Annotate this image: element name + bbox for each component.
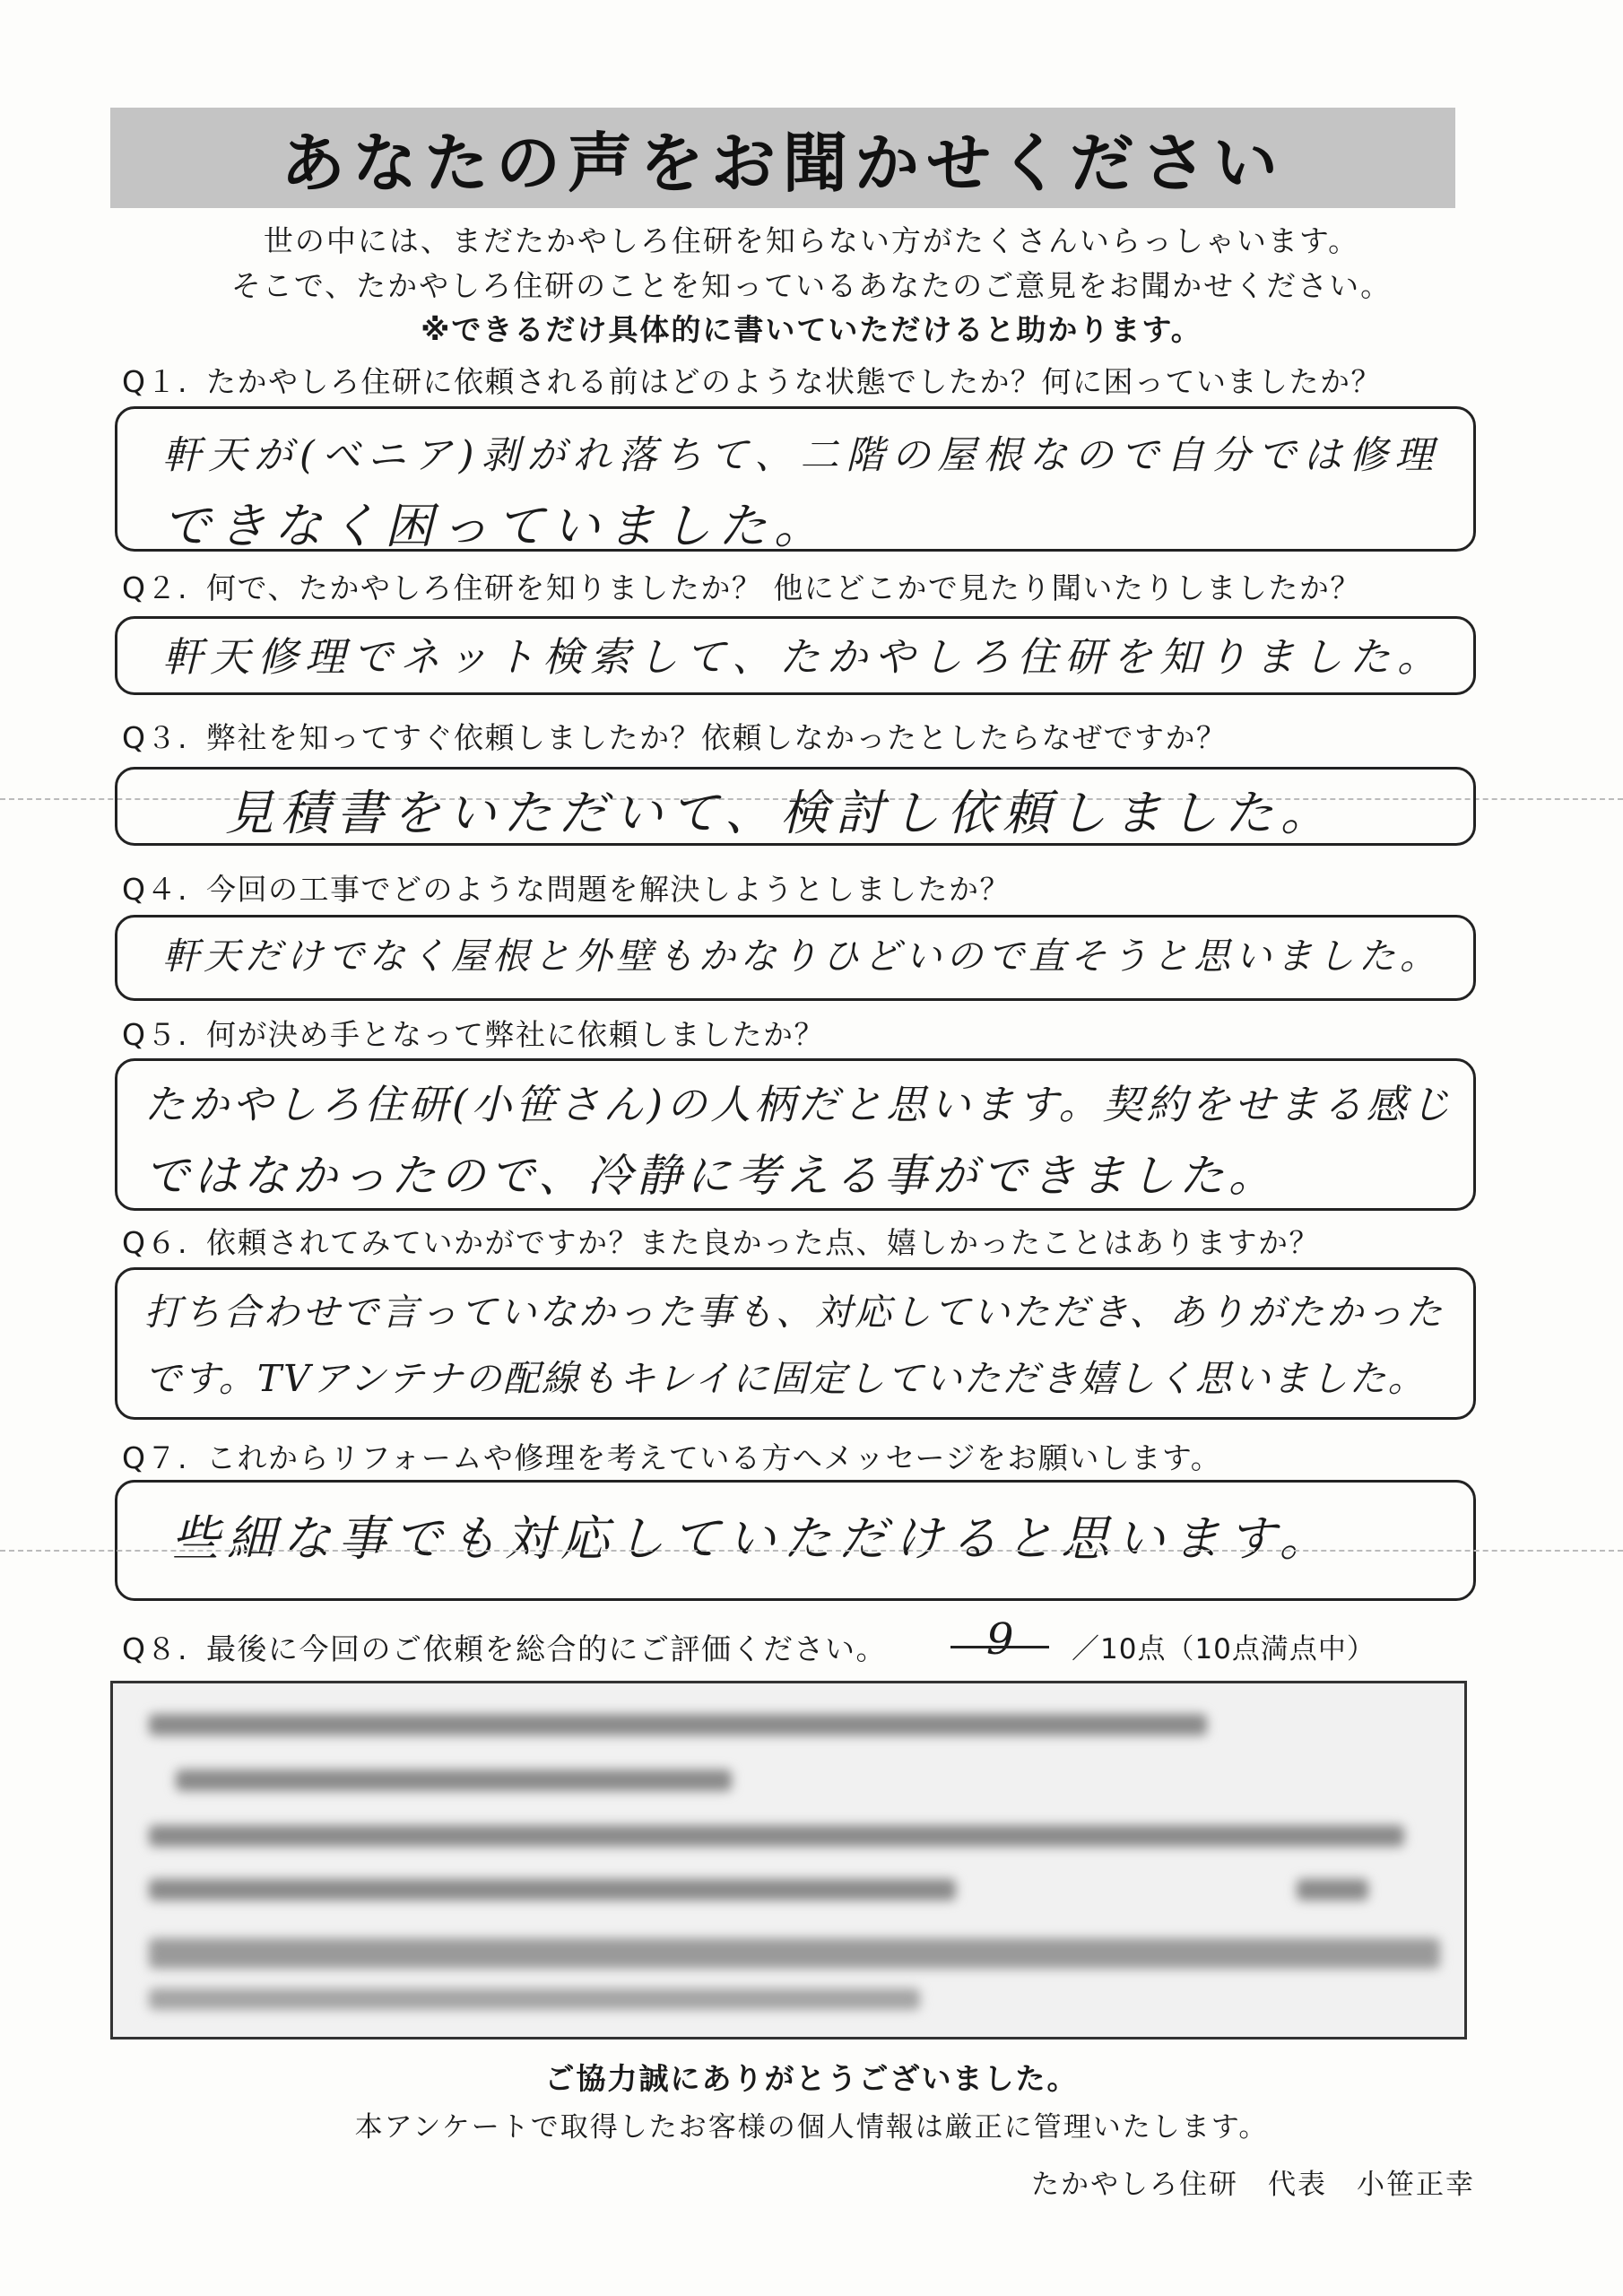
question-7 <box>122 1435 1221 1477</box>
answer-box-1 <box>115 406 1476 552</box>
answer-box-2 <box>115 616 1476 695</box>
question-3 <box>122 715 1228 757</box>
question-1 <box>122 359 1382 401</box>
score-value: 9 <box>986 1614 1014 1665</box>
question-number: Q２. <box>122 570 188 605</box>
score-underline <box>950 1646 1049 1648</box>
question-number: Q６. <box>122 1225 188 1260</box>
intro-line-1: 世の中には、まだたかやしろ住研を知らない方がたくさんいらっしゃいます。 <box>263 223 1360 258</box>
question-text: これからリフォームや修理を考えている方へメッセージをお願いします。 <box>206 1440 1222 1475</box>
redacted-text-row <box>176 1770 732 1791</box>
redacted-text-row <box>149 1825 1404 1847</box>
question-text: 何で、たかやしろ住研を知りましたか？ 他にどこかで見たり聞いたりしましたか？ <box>206 570 1361 605</box>
fold-line <box>0 1550 1623 1552</box>
intro-note: ※できるだけ具体的に書いていただけると助かります。 <box>421 312 1202 347</box>
question-number: Q４. <box>122 872 188 907</box>
answer-box-3 <box>115 767 1476 846</box>
question-2 <box>122 565 1361 607</box>
question-number: Q１. <box>122 364 188 399</box>
answer-box-7 <box>115 1480 1476 1601</box>
redacted-text-row <box>149 1988 920 2010</box>
answer-line: 打ち合わせで言っていなかった事も、対応していただき、ありがたかった <box>144 1291 1445 1334</box>
question-text: 弊社を知ってすぐ依頼しましたか？依頼しなかったとしたらなぜですか？ <box>206 720 1228 755</box>
answer-line: です。TVアンテナの配線もキレイに固定していただき嬉しく思いました。 <box>144 1357 1427 1400</box>
redacted-text-row <box>149 1714 1207 1735</box>
title-banner <box>110 108 1455 208</box>
question-6 <box>122 1220 1320 1262</box>
intro-line-2: そこで、たかやしろ住研のことを知っているあなたのご意見をお聞かせください。 <box>230 268 1393 303</box>
question-number: Q８. <box>122 1631 188 1666</box>
redacted-text-row <box>149 1938 1440 1969</box>
company-signature: たかやしろ住研 代表 小笹正幸 <box>1031 2169 1475 2201</box>
answer-box-5 <box>115 1058 1476 1211</box>
page-title: あなたの声をお聞かせください <box>280 126 1285 201</box>
answer-box-6 <box>115 1267 1476 1420</box>
answer-line: ではなかったので、冷静に考える事ができました。 <box>144 1150 1278 1202</box>
question-text: 最後に今回のご依頼を総合的にご評価ください。 <box>206 1631 887 1666</box>
answer-line: 見積書をいただいて、検討し依頼しました。 <box>225 785 1336 841</box>
question-5 <box>122 1012 825 1054</box>
redacted-personal-info <box>110 1681 1467 2039</box>
answer-line: たかやしろ住研(小笹さん)の人柄だと思います。契約をせまる感じ <box>144 1081 1454 1128</box>
question-number: Q５. <box>122 1017 188 1052</box>
answer-box-4 <box>115 915 1476 1001</box>
answer-line: 軒天が(ベニア)剥がれ落ちて、二階の屋根なので自分では修理 <box>162 433 1441 478</box>
question-number: Q３. <box>122 720 188 755</box>
question-8 <box>122 1626 887 1668</box>
question-number: Q７. <box>122 1440 188 1475</box>
question-text: 依頼されてみていかがですか？また良かった点、嬉しかったことはありますか？ <box>206 1225 1320 1260</box>
thanks-message: ご協力誠にありがとうございました。 <box>544 2061 1079 2096</box>
question-text: 今回の工事でどのような問題を解決しようとしましたか？ <box>206 872 1011 907</box>
score-scale: ／10点（10点満点中） <box>1072 1633 1376 1665</box>
answer-line: 軒天修理でネット検索して、たかやしろ住研を知りました。 <box>162 633 1445 681</box>
answer-line: 軒天だけでなく屋根と外壁もかなりひどいので直そうと思いました。 <box>162 935 1441 978</box>
question-text: 何が決め手となって弊社に依頼しましたか？ <box>206 1017 825 1052</box>
redacted-text-row <box>1297 1879 1368 1900</box>
answer-line: できなく困っていました。 <box>162 498 829 554</box>
question-text: たかやしろ住研に依頼される前はどのような状態でしたか？何に困っていましたか？ <box>206 364 1382 399</box>
redacted-text-row <box>149 1879 956 1900</box>
question-4 <box>122 866 1011 909</box>
privacy-notice: 本アンケートで取得したお客様の個人情報は厳正に管理いたします。 <box>354 2111 1269 2144</box>
answer-line: 些細な事でも対応していただけると思います。 <box>171 1510 1335 1567</box>
